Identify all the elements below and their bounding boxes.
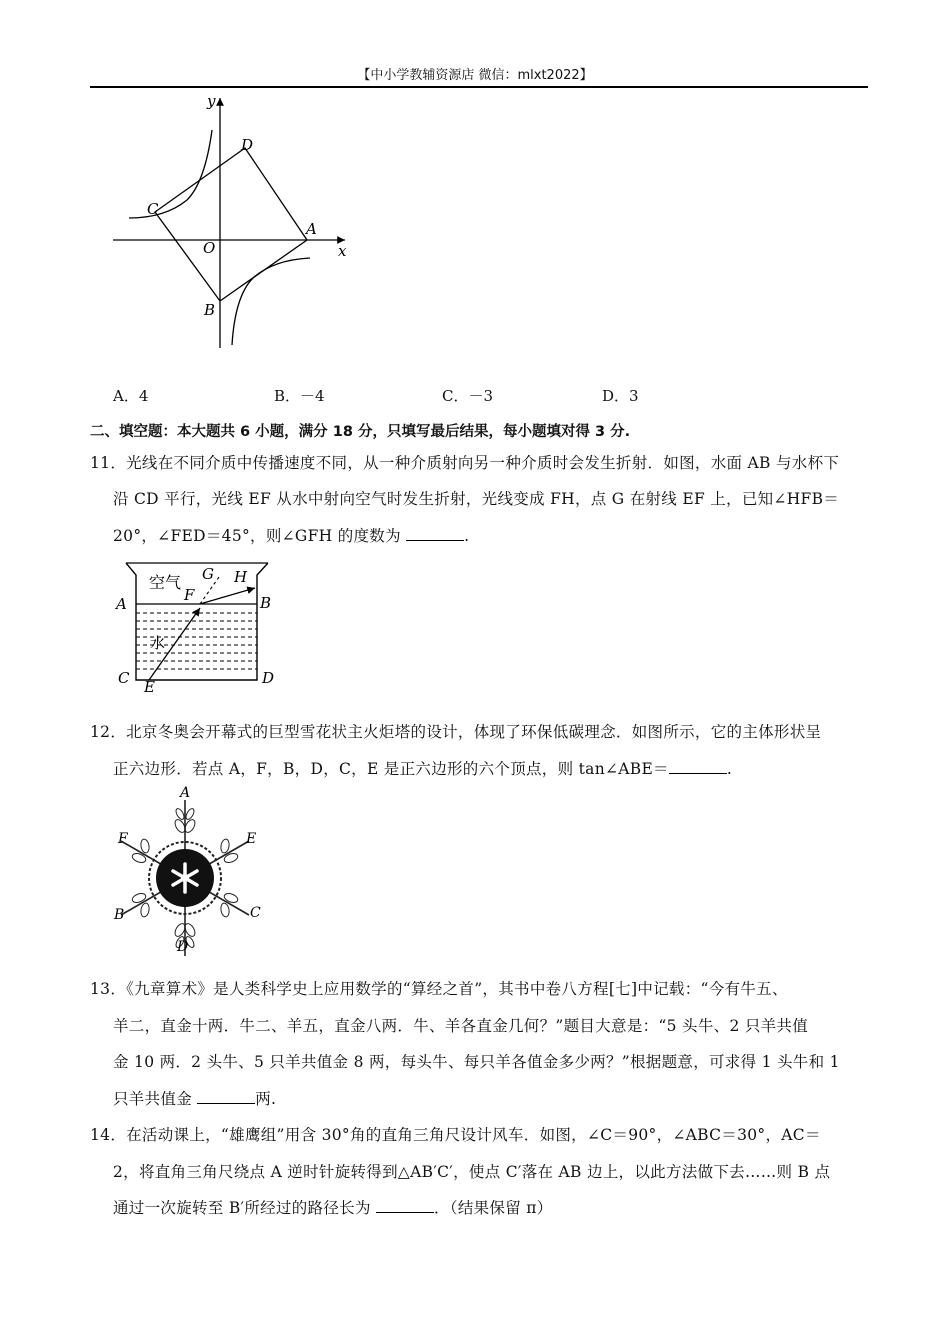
q14-line-2: 2，将直角三角尺绕点 A 逆时针旋转得到△AB′C′，使点 C′落在 AB 边上，以此方法做下去……则 B 点 <box>113 1163 831 1181</box>
figure-coordinate-square <box>105 90 365 355</box>
q12-line-2-text: 正六边形．若点 A，F，B，D，C，E 是正六边形的六个顶点，则 tan∠ABE＝ <box>113 760 669 778</box>
label-a: A <box>306 220 317 238</box>
q11-line-3 <box>113 522 469 551</box>
header-rule <box>90 86 868 88</box>
q14-line-1: 14．在活动课上，“雄鹰组”用含 30°角的直角三角尺设计风车．如图，∠C＝90°，∠ABC＝30°，AC＝ <box>90 1126 821 1144</box>
hyperbola-right-branch <box>232 258 310 345</box>
q11-line-1: 11．光线在不同介质中传播速度不同，从一种介质射向另一种介质时会发生折射．如图，水面 AB 与水杯下 <box>90 454 840 472</box>
q13-line-4 <box>113 1085 276 1114</box>
figure-snowflake <box>110 785 270 957</box>
q14-answer-blank[interactable] <box>376 1198 434 1213</box>
q13-line-1: 13．《九章算术》是人类科学史上应用数学的“算经之首”，其书中卷八方程[七]中记载：“今有牛五、 <box>90 980 788 998</box>
q13-line-4-text: 只羊共值金 <box>113 1090 193 1108</box>
q14-line-3-text: 通过一次旋转至 B′所经过的路径长为 <box>113 1199 371 1217</box>
square-abcd <box>155 148 307 301</box>
label-e: E <box>246 831 257 847</box>
option-a: A．4 <box>113 387 149 405</box>
label-c: C <box>118 669 130 687</box>
label-f: F <box>118 831 128 847</box>
label-g: G <box>202 565 214 583</box>
q14-line-3-end: ．（结果保留 π） <box>433 1199 553 1217</box>
label-d: D <box>241 136 254 154</box>
label-b: B <box>260 594 272 612</box>
q13-line-2: 羊二，直金十两．牛二、羊五，直金八两．牛、羊各直金几何？”题目大意是：“5 头牛、2 只羊共值 <box>113 1017 809 1035</box>
figure-water-cup <box>112 560 282 695</box>
label-y: y <box>207 92 216 110</box>
q13-line-3: 金 10 两．2 头牛、5 只羊共值金 8 两，每头牛、每只羊各值金多少两？”根据题意，可求得 1 头牛和 1 <box>113 1053 840 1071</box>
q11-line-3-end: . <box>464 527 470 545</box>
label-water: 水 <box>150 634 166 652</box>
q12-answer-blank[interactable] <box>669 759 727 774</box>
label-air: 空气 <box>149 573 182 592</box>
label-f: F <box>184 586 195 604</box>
label-h: H <box>234 568 248 586</box>
q11-line-3-text: 20°，∠FED＝45°，则∠GFH 的度数为 <box>113 527 401 545</box>
label-o: O <box>203 239 216 257</box>
option-b: B．－4 <box>274 387 325 405</box>
option-d: D．3 <box>602 387 639 405</box>
label-e: E <box>144 678 155 695</box>
section-title: 二、填空题：本大题共 6 小题，满分 18 分，只填写最后结果，每小题填对得 3 分. <box>90 424 631 440</box>
q11-line-2: 沿 CD 平行，光线 EF 从水中射向空气时发生折射，光线变成 FH，点 G 在射线 EF 上，已知∠HFB＝ <box>113 490 840 508</box>
label-c: C <box>250 905 261 921</box>
q12-line-2 <box>113 755 732 784</box>
q12-line-1: 12．北京冬奥会开幕式的巨型雪花状主火炬塔的设计，体现了环保低碳理念．如图所示，它的主体形状呈 <box>90 723 822 741</box>
label-d: D <box>262 669 275 687</box>
option-c: C．－3 <box>442 387 494 405</box>
q14-line-3 <box>113 1194 553 1223</box>
label-a: A <box>180 785 191 801</box>
label-b: B <box>114 907 125 923</box>
hyperbola-left-branch <box>129 130 212 218</box>
label-a: A <box>116 595 127 613</box>
ray-fh <box>200 588 255 604</box>
label-x: x <box>338 242 347 260</box>
q11-answer-blank[interactable] <box>406 526 464 541</box>
label-d: D <box>177 939 189 955</box>
label-c: C <box>147 200 159 218</box>
label-b: B <box>204 301 216 319</box>
header-text: 【中小学教辅资源店 微信：mlxt2022】 <box>357 68 593 83</box>
q13-answer-blank[interactable] <box>197 1089 255 1104</box>
q12-line-2-end: . <box>726 760 733 778</box>
q13-line-4-end: 两. <box>255 1090 277 1108</box>
